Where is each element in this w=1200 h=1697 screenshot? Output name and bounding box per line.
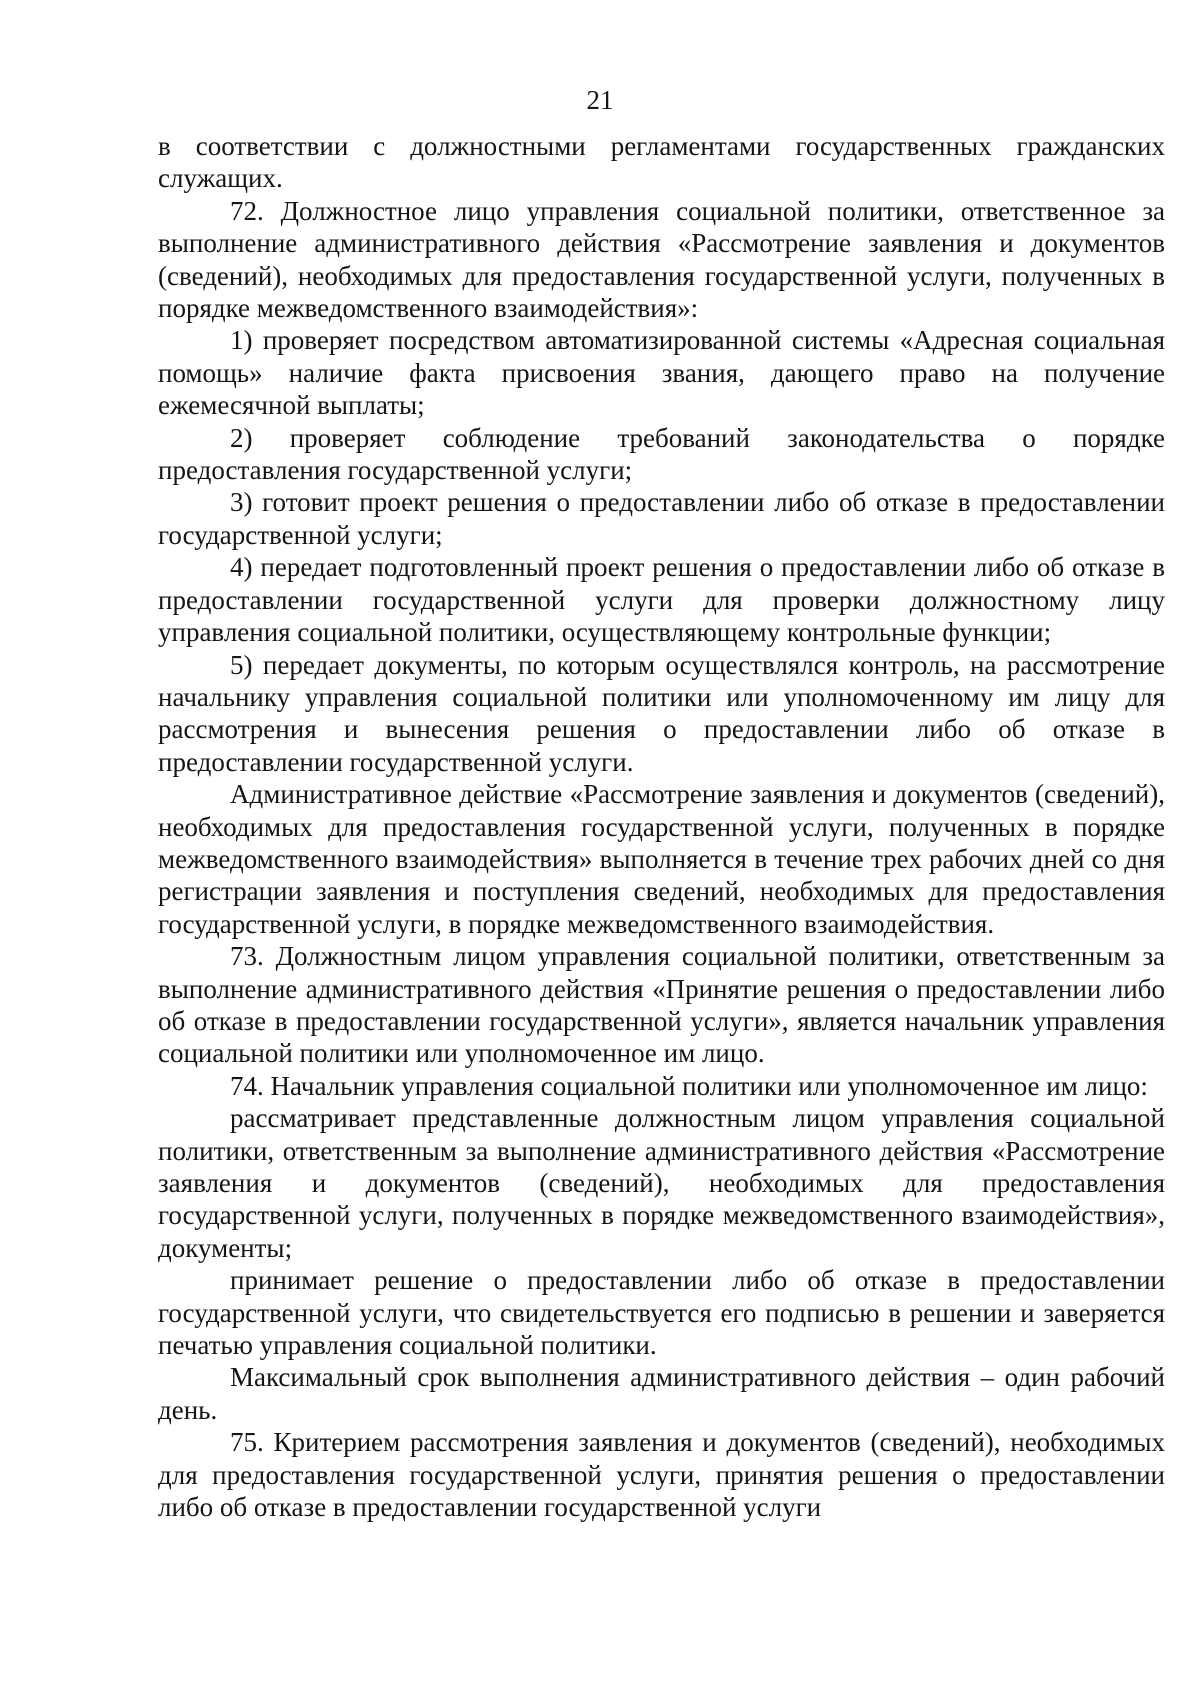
paragraph-reviews-documents: рассматривает представленные должностным лицом управления социальной политики, ответственным за выполнение административного действия «Рассмотрение заявления и документов (сведений), необходимых для предоставления государственной услуги, полученных в порядке межведомственного взаимодействия», документы; — [158, 1103, 1165, 1263]
paragraph-action-deadline: Административное действие «Рассмотрение заявления и документов (сведений), необходимых для предоставления государственной услуги, полученных в порядке межведомственного взаимодействия» выполняется в течение трех рабочих дней со дня регистрации заявления и поступления сведений, необходимых для предоставления государственной услуги, в порядке межведомственного взаимодействия. — [158, 779, 1165, 939]
paragraph-item-72: 72. Должностное лицо управления социальной политики, ответственное за выполнение административного действия «Рассмотрение заявления и документов (сведений), необходимых для предоставления государственной услуги, полученных в порядке межведомственного взаимодействия»: — [158, 195, 1165, 324]
page-number: 21 — [586, 85, 614, 115]
paragraph-subitem-4: 4) передает подготовленный проект решения о предоставлении либо об отказе в предоставлении государственной услуги для проверки должностному лицу управления социальной политики, осуществляющему контрольные функции; — [158, 552, 1165, 648]
paragraph-makes-decision: принимает решение о предоставлении либо об отказе в предоставлении государственной услуги, что свидетельствуется его подписью в решении и заверяется печатью управления социальной политики. — [158, 1265, 1165, 1361]
paragraph-item-73: 73. Должностным лицом управления социальной политики, ответственным за выполнение административного действия «Принятие решения о предоставлении либо об отказе в предоставлении государственной услуги», является начальник управления социальной политики или уполномоченное им лицо. — [158, 941, 1165, 1069]
paragraph-item-75: 75. Критерием рассмотрения заявления и документов (сведений), необходимых для предоставления государственной услуги, принятия решения о предоставлении либо об отказе в предоставлении государственной услуги — [158, 1427, 1165, 1523]
paragraph-subitem-1: 1) проверяет посредством автоматизированной системы «Адресная социальная помощь» наличие факта присвоения звания, дающего право на получение ежемесячной выплаты; — [158, 325, 1165, 421]
paragraph-subitem-2: 2) проверяет соблюдение требований законодательства о порядке предоставления государственной услуги; — [158, 422, 1165, 486]
paragraph-max-term: Максимальный срок выполнения административного действия – один рабочий день. — [158, 1362, 1165, 1425]
paragraph-continuation: в соответствии с должностными регламентами государственных гражданских служащих. — [158, 131, 1165, 194]
paragraph-subitem-5: 5) передает документы, по которым осуществлялся контроль, на рассмотрение начальнику управления социальной политики или уполномоченному им лицу для рассмотрения и вынесения решения о предоставлении либо об отказе в предоставлении государственной услуги. — [158, 649, 1165, 777]
paragraph-item-74: 74. Начальник управления социальной политики или уполномоченное им лицо: — [230, 1070, 1148, 1101]
body-text — [158, 130, 1165, 1523]
paragraph-subitem-3: 3) готовит проект решения о предоставлении либо об отказе в предоставлении государственной услуги; — [158, 487, 1165, 550]
